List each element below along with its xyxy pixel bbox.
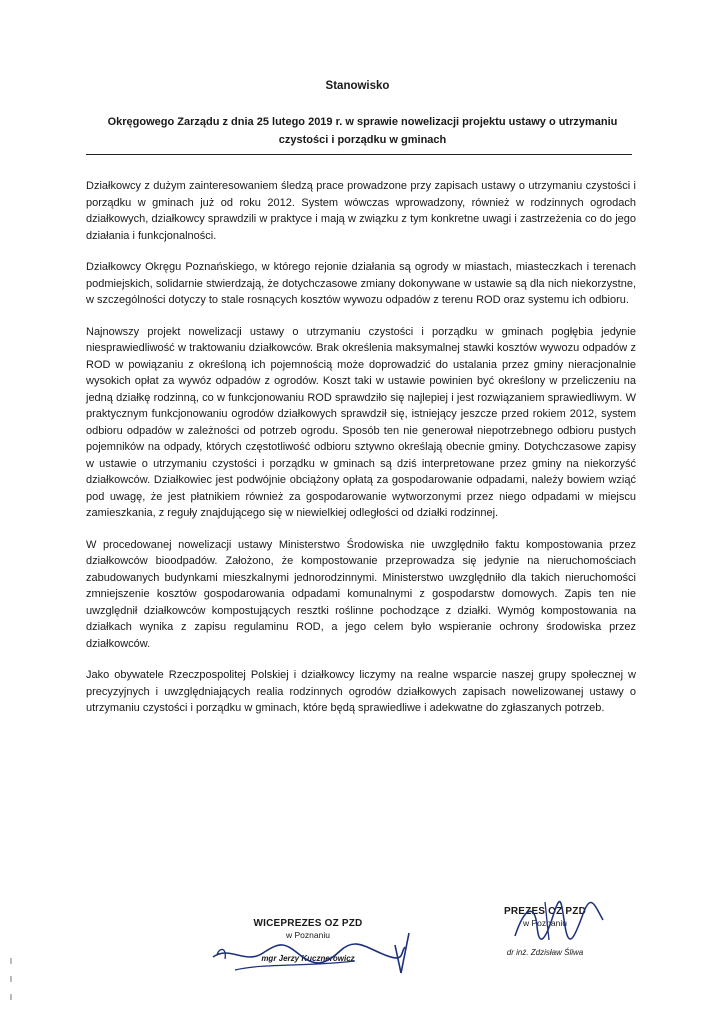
signature-place: w Poznaniu <box>523 918 567 928</box>
signature-title: PREZES OZ PZD <box>503 906 587 917</box>
signature-name: dr inż. Zdzisław Śliwa <box>506 948 584 957</box>
document-title: Stanowisko <box>325 80 390 92</box>
paragraph-4: W procedowanej nowelizacji ustawy Ministerstwo Środowiska nie uwzględniło faktu kompostowania przez działkowców bioodpadów. Założono, że kompostowanie przeprowadza się jedynie na nieruchomościach zabudowanych budynkami mieszkalnymi jednorodzinnymi. Ministerstwo uwzględniło dla takich nieruchomości zmniejszenie kosztów gospodarowania odpadami komunalnymi z gospodarstw domowych. Zapis ten nie uwzględnił działkowców kompostujących resztki roślinne pochodzące z działki. Wymóg kompostowania na działkach wynika z zapisu regulaminu ROD, a jego celem było wspieranie ochrony środowiska przez działkowców. <box>86 538 636 650</box>
signature-block-vice-president <box>218 918 398 963</box>
paragraph-5: Jako obywatele Rzeczpospolitej Polskiej i działkowcy liczymy na realne wsparcie naszej grupy społecznej w precyzyjnych i uwzględniających realia rodzinnych ogrodów działkowych zapisach nowelizowanej ustawy o utrzymaniu czystości i porządku w gminach, które będą sprawiedliwe i adekwatne do zgłaszanych potrzeb. <box>86 669 636 714</box>
document-body <box>86 178 636 732</box>
scan-margin-mark <box>10 994 12 1000</box>
paragraph-2: Działkowcy Okręgu Poznańskiego, w którego rejonie działania są ogrody w miastach, miasteczkach i terenach podmiejskich, solidarnie stwierdzają, że dotychczasowe zmiany dokonywane w ustawie są dla nich niekorzystne, w szczególności dotyczy to stale rosnących kosztów wywozu odpadów z terenu ROD oraz systemu ich odbioru. <box>86 261 636 306</box>
scan-margin-mark <box>10 976 12 982</box>
signature-place: w Poznaniu <box>286 930 330 940</box>
signature-title: WICEPREZES OZ PZD <box>253 918 363 929</box>
paragraph-1: Działkowcy z dużym zainteresowaniem śledzą prace prowadzone przy zapisach ustawy o utrzymaniu czystości i porządku w gminach już od roku 2012. System wówczas wprowadzony, również w rodzinnych ogrodach działkowych, działkowcy sprawdzili w praktyce i mają w związku z tym konkretne uwagi i zastrzeżenia co do jego działania i funkcjonalności. <box>86 180 636 242</box>
signature-name: mgr Jerzy Kucznerowicz <box>261 954 355 963</box>
subtitle-line-1: Okręgowego Zarządu z dnia 25 lutego 2019 r. w sprawie nowelizacji projektu ustawy o utrzymaniu <box>107 116 618 128</box>
title-divider <box>86 154 632 155</box>
subtitle-line-2: czystości i porządku w gminach <box>278 134 447 146</box>
signature-block-president <box>470 906 620 957</box>
paragraph-3: Najnowszy projekt nowelizacji ustawy o utrzymaniu czystości i porządku w gminach pogłębia jedynie niesprawiedliwość w traktowaniu działkowców. Brak określenia maksymalnej stawki kosztów wywozu odpadów z ROD w powiązaniu z określoną ich pojemnością może doprowadzić do ustalania przez gminy nieracjonalnie wysokich opłat za wywóz odpadów z ogrodów. Koszt taki w ustawie powinien być określony w przeliczeniu na jedną działkę rodzinną, co w funkcjonowaniu ROD sprawdziło się najlepiej i jest rozwiązaniem sprawiedliwym. W praktycznym funkcjonowaniu ogrodów działkowych sprawdził się, istniejący jeszcze przed rokiem 2012, system odbioru odpadów w zależności od potrzeb ogrodu. Sposób ten nie generował niepotrzebnego odbioru pustych pojemników na odpady, których częstotliwość odbioru sztywno określają obecnie gminy. Dotychczasowe zapisy w ustawie o utrzymaniu czystości i porządku w gminach są dziś interpretowane przez gminy na niekorzyść działkowców. Działkowiec jest podwójnie obciążony opłatą za gospodarowanie odpadami, należy bowiem wziąć pod uwagę, że jest płatnikiem również za gospodarowanie wytworzonymi przez niego odpadami w miejscu zamieszkania, z reguły znajdującego się w niewielkiej odległości od działki rodzinnej. <box>86 325 636 519</box>
scan-margin-mark <box>10 958 12 964</box>
document-subtitle <box>90 113 635 149</box>
